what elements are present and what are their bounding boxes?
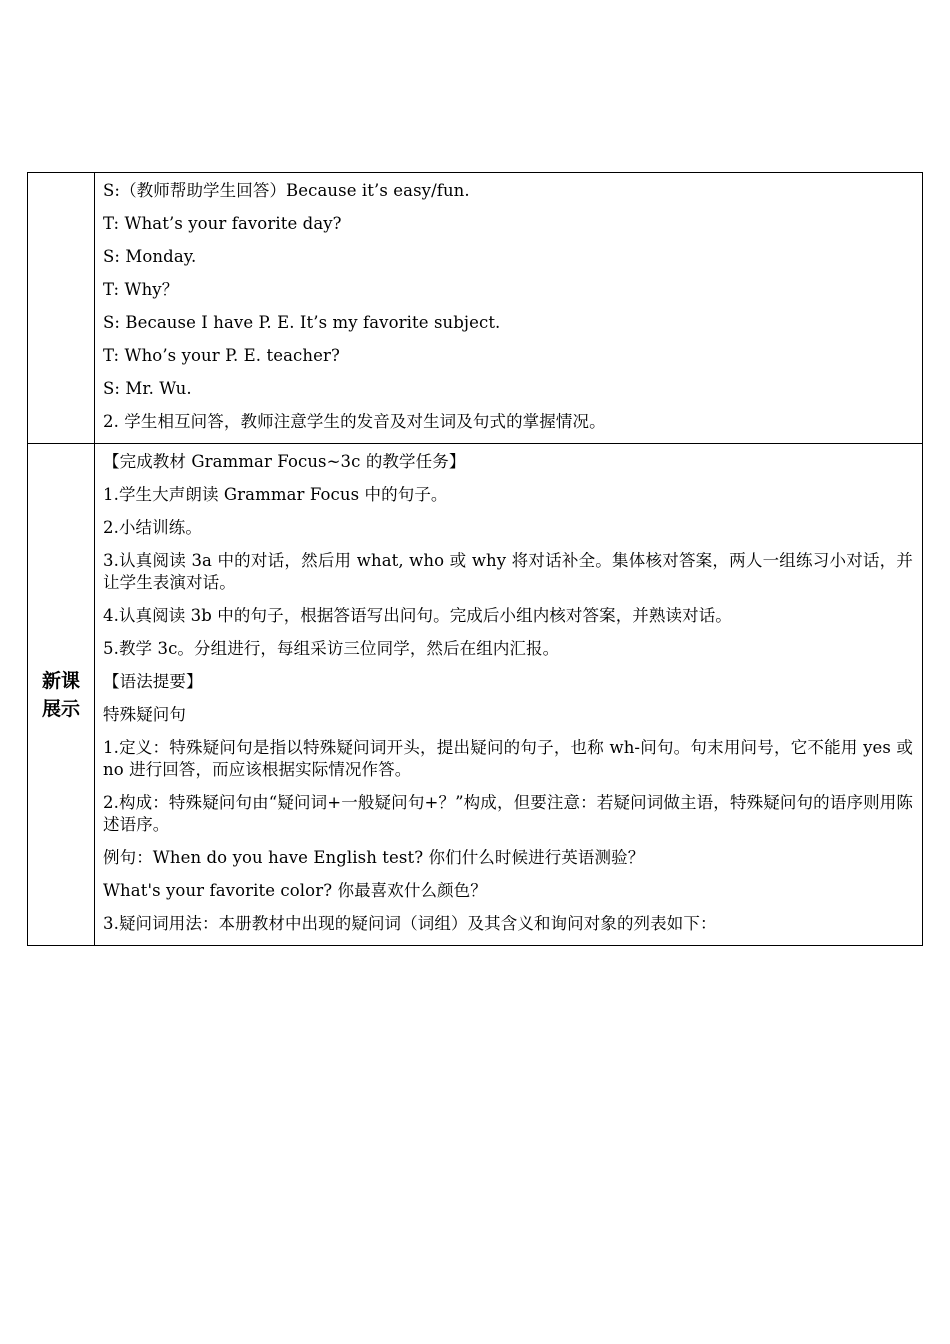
task-item: 1.学生大声朗读 Grammar Focus 中的句子。 [103, 485, 448, 504]
grammar-definition: 1.定义：特殊疑问句是指以特殊疑问词开头，提出疑问的句子，也称 wh-问句。句末用问号，它不能用 yes 或 no 进行回答，而应该根据实际情况作答。 [103, 738, 913, 779]
row2-content-cell [95, 444, 923, 946]
dialogue-line: S: Because I have P. E. It’s my favorite subject. [103, 313, 501, 332]
row1-content-cell [95, 173, 923, 444]
task-item: 3.认真阅读 3a 中的对话，然后用 what, who 或 why 将对话补全。集体核对答案，两人一组练习小对话，并让学生表演对话。 [103, 551, 913, 592]
dialogue-line: T: Why？ [103, 280, 179, 299]
grammar-topic: 特殊疑问句 [103, 705, 186, 724]
row1-label-cell [28, 173, 95, 444]
task-heading: 【完成教材 Grammar Focus~3c 的教学任务】 [103, 452, 466, 471]
table-row-new-lesson [28, 444, 923, 946]
example-sentence: What's your favorite color? 你最喜欢什么颜色？ [103, 881, 487, 900]
grammar-heading: 【语法提要】 [103, 672, 203, 691]
example-sentence: 例句：When do you have English test? 你们什么时候进行英语测验？ [103, 848, 645, 867]
dialogue-line: T: Who’s your P. E. teacher? [103, 346, 340, 365]
task-item: 2.小结训练。 [103, 518, 202, 537]
grammar-structure: 2.构成：特殊疑问句由“疑问词+一般疑问句+？”构成，但要注意：若疑问词做主语，特殊疑问句的语序则用陈述语序。 [103, 793, 913, 834]
lesson-plan-table [27, 172, 923, 946]
table-row-dialogue [28, 173, 923, 444]
dialogue-line: S: Monday. [103, 247, 197, 266]
row2-label-cell [28, 444, 95, 946]
instruction-line: 2. 学生相互问答，教师注意学生的发音及对生词及句式的掌握情况。 [103, 412, 606, 431]
section-label-new-lesson: 新课展示 [41, 669, 80, 720]
dialogue-line: S:（教师帮助学生回答）Because it’s easy/fun. [103, 181, 470, 200]
task-item: 4.认真阅读 3b 中的句子，根据答语写出问句。完成后小组内核对答案，并熟读对话。 [103, 606, 732, 625]
task-item: 5.教学 3c。分组进行，每组采访三位同学，然后在组内汇报。 [103, 639, 560, 658]
grammar-usage: 3.疑问词用法：本册教材中出现的疑问词（词组）及其含义和询问对象的列表如下： [103, 914, 717, 933]
dialogue-line: T: What’s your favorite day? [103, 214, 342, 233]
dialogue-line: S: Mr. Wu. [103, 379, 192, 398]
